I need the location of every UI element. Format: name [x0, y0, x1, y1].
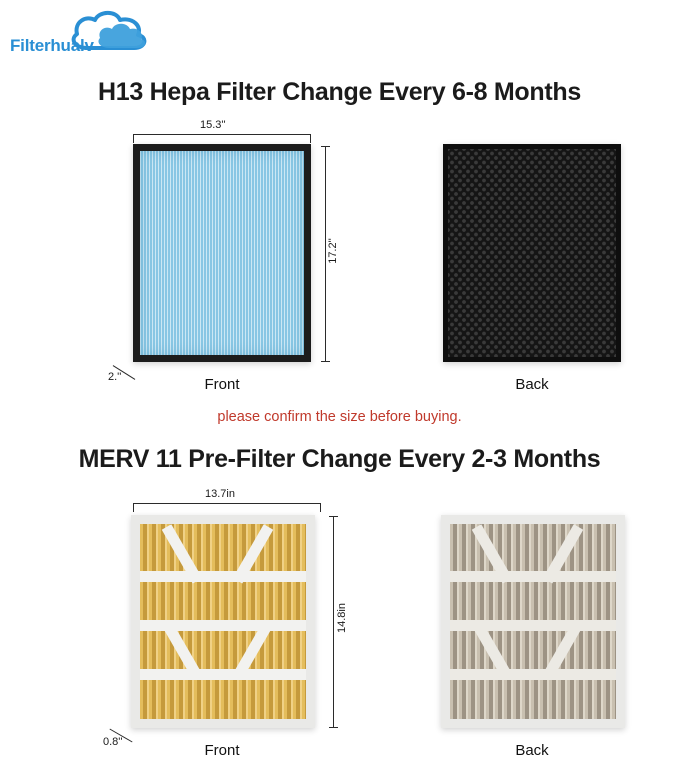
carbon-filter-back-image [443, 144, 621, 362]
brand-name: Filterhualv [10, 36, 94, 55]
brand-logo [6, 6, 156, 68]
size-confirmation-note: please confirm the size before buying. [217, 409, 462, 425]
merv-height-ruler [333, 516, 334, 728]
hepa-width-tick-right [310, 134, 311, 143]
merv-width-label: 13.7in [205, 488, 235, 500]
merv-height-tick-bottom [329, 727, 338, 728]
merv-height-tick-top [329, 516, 338, 517]
merv-height-label: 14.8in [335, 603, 348, 633]
hepa-filter-front-image [133, 144, 311, 362]
hepa-front-caption: Front [204, 376, 240, 393]
hepa-depth-label: 2.'' [108, 371, 122, 383]
merv-width-tick-right [320, 503, 321, 512]
hepa-height-label: 17.2'' [326, 238, 339, 264]
hepa-height-tick-top [321, 146, 330, 147]
merv-front-grid-bar-1 [140, 571, 306, 582]
merv-front-caption: Front [204, 742, 240, 759]
carbon-honeycomb-surface [448, 149, 616, 357]
hepa-media-surface [140, 151, 304, 355]
hepa-width-tick-left [133, 134, 134, 143]
merv-depth-label: 0.8'' [103, 736, 123, 748]
merv-front-grid-bar-3 [140, 669, 306, 680]
merv-width-tick-left [133, 503, 134, 512]
merv-back-caption: Back [515, 742, 549, 759]
merv-back-grid-bar-1 [450, 571, 616, 582]
hepa-width-ruler [133, 134, 311, 135]
hepa-height-tick-bottom [321, 361, 330, 362]
pleated-filter-back-image [441, 515, 625, 728]
pleated-filter-front-image [131, 515, 315, 728]
heading-hepa-section: H13 Hepa Filter Change Every 6-8 Months [98, 78, 581, 106]
hepa-back-caption: Back [515, 376, 549, 393]
heading-merv-section: MERV 11 Pre-Filter Change Every 2-3 Months [78, 445, 601, 473]
merv-back-grid-bar-3 [450, 669, 616, 680]
merv-width-ruler [133, 503, 321, 504]
hepa-width-label: 15.3'' [200, 119, 226, 131]
